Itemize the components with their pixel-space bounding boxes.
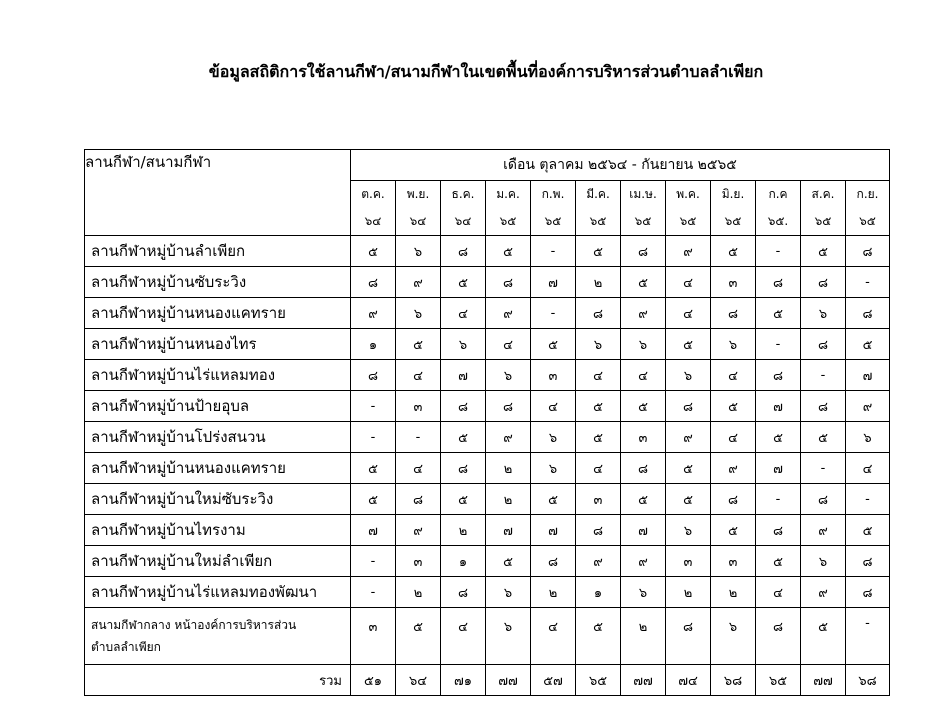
value-cell: ๕	[576, 236, 621, 267]
value-cell: ๖	[801, 298, 846, 329]
value-cell: ๕	[576, 391, 621, 422]
value-cell: ๕	[531, 484, 576, 515]
venue-name: ลานกีฬาหมู่บ้านไทรงาม	[85, 515, 351, 546]
value-cell: ๘	[531, 546, 576, 577]
value-cell: ๕	[621, 267, 666, 298]
value-cell: ๖	[711, 608, 756, 665]
value-cell: ๖๘	[711, 665, 756, 696]
value-cell: ๕	[351, 484, 396, 515]
value-cell: ๕	[576, 608, 621, 665]
value-cell: ๘	[846, 236, 890, 267]
month-header	[396, 181, 441, 236]
value-cell: ๔	[486, 329, 531, 360]
value-cell: -	[756, 236, 801, 267]
value-cell: ๘	[441, 453, 486, 484]
value-cell: ๕	[846, 515, 890, 546]
value-cell: ๘	[666, 391, 711, 422]
value-cell: ๘	[846, 546, 890, 577]
value-cell: ๙	[486, 422, 531, 453]
value-cell: ๘	[351, 360, 396, 391]
value-cell: ๕	[486, 236, 531, 267]
value-cell: -	[756, 484, 801, 515]
value-cell: ๕	[531, 329, 576, 360]
month-year: ๖๕	[544, 214, 562, 228]
value-cell: ๕	[621, 391, 666, 422]
value-cell: ๘	[801, 391, 846, 422]
value-cell: ๖	[486, 360, 531, 391]
month-abbr: ส.ค.	[811, 187, 835, 201]
month-year: ๖๔	[364, 214, 382, 228]
value-cell: ๙	[486, 298, 531, 329]
value-cell: ๘	[756, 515, 801, 546]
month-abbr: ต.ค.	[361, 187, 385, 201]
month-abbr: เม.ษ.	[629, 187, 657, 201]
value-cell: -	[351, 546, 396, 577]
value-cell: ๙	[621, 298, 666, 329]
venue-name-line2: ตำบลลำเพียก	[91, 640, 161, 654]
table-row	[85, 577, 890, 608]
value-cell: ๗	[846, 360, 890, 391]
value-cell: ๓	[711, 267, 756, 298]
month-year: ๖๔	[409, 214, 427, 228]
venue-name: ลานกีฬาหมู่บ้านไร่แหลมทอง	[85, 360, 351, 391]
value-cell: ๙	[711, 453, 756, 484]
value-cell: ๖	[396, 298, 441, 329]
value-cell: ๔	[666, 298, 711, 329]
value-cell: ๗๗	[621, 665, 666, 696]
venue-name: ลานกีฬาหมู่บ้านใหม่ลำเพียก	[85, 546, 351, 577]
value-cell: ๙	[396, 267, 441, 298]
value-cell: ๖	[531, 453, 576, 484]
value-cell: ๕	[396, 608, 441, 665]
value-cell: ๙	[351, 298, 396, 329]
value-cell: ๘	[846, 577, 890, 608]
value-cell: ๖	[486, 608, 531, 665]
value-cell: ๘	[576, 298, 621, 329]
value-cell: ๔	[756, 577, 801, 608]
value-cell: ๗	[621, 515, 666, 546]
value-cell: ๘	[711, 298, 756, 329]
value-cell: -	[531, 236, 576, 267]
table-row-central-stadium	[85, 608, 890, 665]
month-header	[441, 181, 486, 236]
value-cell: ๓	[666, 546, 711, 577]
table-row	[85, 360, 890, 391]
value-cell: ๕	[666, 453, 711, 484]
value-cell: ๔	[441, 608, 486, 665]
value-cell: ๕	[486, 546, 531, 577]
value-cell: ๘	[486, 391, 531, 422]
total-row	[85, 665, 890, 696]
value-cell: -	[351, 577, 396, 608]
value-cell: ๕	[396, 329, 441, 360]
value-cell: ๕	[441, 422, 486, 453]
value-cell: ๔	[711, 360, 756, 391]
value-cell: ๙	[666, 422, 711, 453]
value-cell: ๗	[756, 453, 801, 484]
total-label: รวม	[85, 665, 351, 696]
value-cell: -	[846, 484, 890, 515]
value-cell: ๒	[486, 484, 531, 515]
venue-name: ลานกีฬาหมู่บ้านโปร่งสนวน	[85, 422, 351, 453]
value-cell: ๗๗	[801, 665, 846, 696]
value-cell: ๕	[666, 329, 711, 360]
value-cell: ๔	[621, 360, 666, 391]
value-cell: ๖	[486, 577, 531, 608]
table-row	[85, 515, 890, 546]
value-cell: ๗	[531, 267, 576, 298]
value-cell: ๓	[576, 484, 621, 515]
value-cell: ๖	[621, 329, 666, 360]
value-cell: ๓	[711, 546, 756, 577]
venue-name: ลานกีฬาหมู่บ้านหนองแคทราย	[85, 453, 351, 484]
value-cell: ๖	[441, 329, 486, 360]
value-cell: ๘	[756, 267, 801, 298]
value-cell: ๘	[441, 236, 486, 267]
table-row	[85, 236, 890, 267]
month-header	[621, 181, 666, 236]
value-cell: ๙	[801, 515, 846, 546]
value-cell: ๕	[351, 236, 396, 267]
month-abbr: ก.ค	[768, 187, 788, 201]
table-row	[85, 267, 890, 298]
value-cell: ๖	[621, 577, 666, 608]
month-header	[756, 181, 801, 236]
usage-statistics-table	[84, 149, 890, 696]
month-abbr: ม.ค.	[496, 187, 520, 201]
value-cell: ๘	[801, 484, 846, 515]
value-cell: ๖๕	[756, 665, 801, 696]
value-cell: ๘	[801, 267, 846, 298]
value-cell: ๘	[351, 267, 396, 298]
value-cell: ๕	[756, 422, 801, 453]
month-header	[576, 181, 621, 236]
month-header	[351, 181, 396, 236]
table-row	[85, 298, 890, 329]
value-cell: ๔	[846, 453, 890, 484]
value-cell: ๔	[531, 391, 576, 422]
column-header-period: เดือน ตุลาคม ๒๕๖๔ - กันยายน ๒๕๖๕	[351, 150, 890, 181]
value-cell: ๑	[441, 546, 486, 577]
value-cell: ๖	[576, 329, 621, 360]
value-cell: ๕๑	[351, 665, 396, 696]
venue-name-line1: สนามกีฬากลาง หน้าองค์การบริหารส่วน	[91, 618, 297, 632]
value-cell: ๗	[351, 515, 396, 546]
value-cell: ๒	[531, 577, 576, 608]
value-cell: ๕	[801, 422, 846, 453]
value-cell: ๖๘	[846, 665, 890, 696]
venue-name: ลานกีฬาหมู่บ้านใหม่ซับระวิง	[85, 484, 351, 515]
value-cell: ๗	[441, 360, 486, 391]
value-cell: -	[351, 391, 396, 422]
month-abbr: พ.ย.	[406, 187, 430, 201]
value-cell: ๒	[666, 577, 711, 608]
venue-name: ลานกีฬาหมู่บ้านหนองแคทราย	[85, 298, 351, 329]
value-cell: ๑	[576, 577, 621, 608]
value-cell: ๕	[711, 515, 756, 546]
month-year: ๖๕.	[767, 214, 789, 228]
value-cell: ๘	[801, 329, 846, 360]
value-cell: ๒	[621, 608, 666, 665]
value-cell: ๘	[756, 608, 801, 665]
value-cell: ๒	[711, 577, 756, 608]
value-cell: ๗	[486, 515, 531, 546]
value-cell: ๕	[756, 298, 801, 329]
value-cell: ๕	[801, 608, 846, 665]
value-cell: ๖	[531, 422, 576, 453]
month-year: ๖๕	[499, 214, 517, 228]
value-cell: -	[801, 360, 846, 391]
month-header	[711, 181, 756, 236]
value-cell: -	[846, 608, 890, 665]
value-cell: ๔	[396, 360, 441, 391]
value-cell: ๑	[351, 329, 396, 360]
month-year: ๖๔	[454, 214, 472, 228]
value-cell: ๕	[711, 236, 756, 267]
value-cell: ๕	[756, 546, 801, 577]
month-abbr: ธ.ค.	[451, 187, 475, 201]
value-cell: ๔	[666, 267, 711, 298]
value-cell: ๕	[351, 453, 396, 484]
value-cell: -	[846, 267, 890, 298]
table-row	[85, 546, 890, 577]
month-year: ๖๕	[859, 214, 876, 228]
month-header	[666, 181, 711, 236]
value-cell: -	[801, 453, 846, 484]
header-row	[85, 150, 890, 181]
value-cell: ๙	[396, 515, 441, 546]
table-row	[85, 484, 890, 515]
value-cell: ๙	[846, 391, 890, 422]
value-cell: ๒	[441, 515, 486, 546]
value-cell: ๔	[531, 608, 576, 665]
venue-name	[85, 608, 351, 665]
value-cell: ๓	[531, 360, 576, 391]
value-cell: ๖	[666, 360, 711, 391]
value-cell: ๓	[351, 608, 396, 665]
venue-name: ลานกีฬาหมู่บ้านป้ายอุบล	[85, 391, 351, 422]
value-cell: ๕	[621, 484, 666, 515]
value-cell: ๗๔	[666, 665, 711, 696]
month-year: ๖๕	[814, 214, 832, 228]
value-cell: ๕	[441, 267, 486, 298]
value-cell: ๕๗	[531, 665, 576, 696]
value-cell: ๘	[396, 484, 441, 515]
month-year: ๖๕	[679, 214, 697, 228]
table-row	[85, 422, 890, 453]
month-abbr: ก.ย.	[856, 187, 879, 201]
page-title: ข้อมูลสถิติการใช้ลานกีฬา/สนามกีฬาในเขตพื้นที่องค์การบริหารส่วนตำบลลำเพียก	[208, 62, 764, 81]
value-cell: ๘	[621, 236, 666, 267]
month-header	[486, 181, 531, 236]
month-header	[846, 181, 890, 236]
value-cell: ๕	[666, 484, 711, 515]
value-cell: -	[396, 422, 441, 453]
value-cell: ๒	[576, 267, 621, 298]
value-cell: ๙	[576, 546, 621, 577]
value-cell: ๖	[801, 546, 846, 577]
month-year: ๖๕	[634, 214, 652, 228]
value-cell: ๙	[621, 546, 666, 577]
venue-name: ลานกีฬาหมู่บ้านไร่แหลมทองพัฒนา	[85, 577, 351, 608]
value-cell: ๕	[846, 329, 890, 360]
value-cell: ๔	[576, 453, 621, 484]
month-abbr: พ.ค.	[676, 187, 700, 201]
month-abbr: มิ.ย.	[721, 187, 745, 201]
value-cell: ๗๗	[486, 665, 531, 696]
value-cell: ๖	[666, 515, 711, 546]
month-year: ๖๕	[724, 214, 742, 228]
value-cell: -	[531, 298, 576, 329]
value-cell: ๕	[801, 236, 846, 267]
value-cell: -	[756, 329, 801, 360]
venue-name: ลานกีฬาหมู่บ้านหนองไทร	[85, 329, 351, 360]
value-cell: ๘	[441, 391, 486, 422]
value-cell: ๘	[846, 298, 890, 329]
value-cell: ๓	[396, 391, 441, 422]
table-row	[85, 453, 890, 484]
value-cell: ๒	[396, 577, 441, 608]
value-cell: ๖	[396, 236, 441, 267]
value-cell: ๙	[801, 577, 846, 608]
month-abbr: ก.พ.	[541, 187, 565, 201]
value-cell: ๔	[711, 422, 756, 453]
value-cell: ๖๕	[576, 665, 621, 696]
value-cell: ๘	[666, 608, 711, 665]
value-cell: ๕	[711, 391, 756, 422]
value-cell: ๘	[441, 577, 486, 608]
value-cell: ๘	[576, 515, 621, 546]
value-cell: ๒	[486, 453, 531, 484]
month-abbr: มี.ค.	[586, 187, 610, 201]
value-cell: ๙	[666, 236, 711, 267]
month-year: ๖๕	[589, 214, 607, 228]
value-cell: ๗๑	[441, 665, 486, 696]
value-cell: ๓	[621, 422, 666, 453]
value-cell: ๘	[486, 267, 531, 298]
table-row	[85, 391, 890, 422]
table-row	[85, 329, 890, 360]
value-cell: ๖๔	[396, 665, 441, 696]
value-cell: ๓	[396, 546, 441, 577]
value-cell: ๗	[756, 391, 801, 422]
venue-name: ลานกีฬาหมู่บ้านซับระวิง	[85, 267, 351, 298]
value-cell: ๔	[441, 298, 486, 329]
value-cell: ๔	[576, 360, 621, 391]
value-cell: -	[351, 422, 396, 453]
month-header	[531, 181, 576, 236]
value-cell: ๕	[441, 484, 486, 515]
value-cell: ๘	[711, 484, 756, 515]
venue-name: ลานกีฬาหมู่บ้านลำเพียก	[85, 236, 351, 267]
value-cell: ๘	[756, 360, 801, 391]
value-cell: ๖	[711, 329, 756, 360]
value-cell: ๗	[531, 515, 576, 546]
value-cell: ๘	[621, 453, 666, 484]
value-cell: ๖	[846, 422, 890, 453]
month-header	[801, 181, 846, 236]
value-cell: ๔	[396, 453, 441, 484]
value-cell: ๕	[576, 422, 621, 453]
column-header-venue: ลานกีฬา/สนามกีฬา	[85, 150, 351, 236]
